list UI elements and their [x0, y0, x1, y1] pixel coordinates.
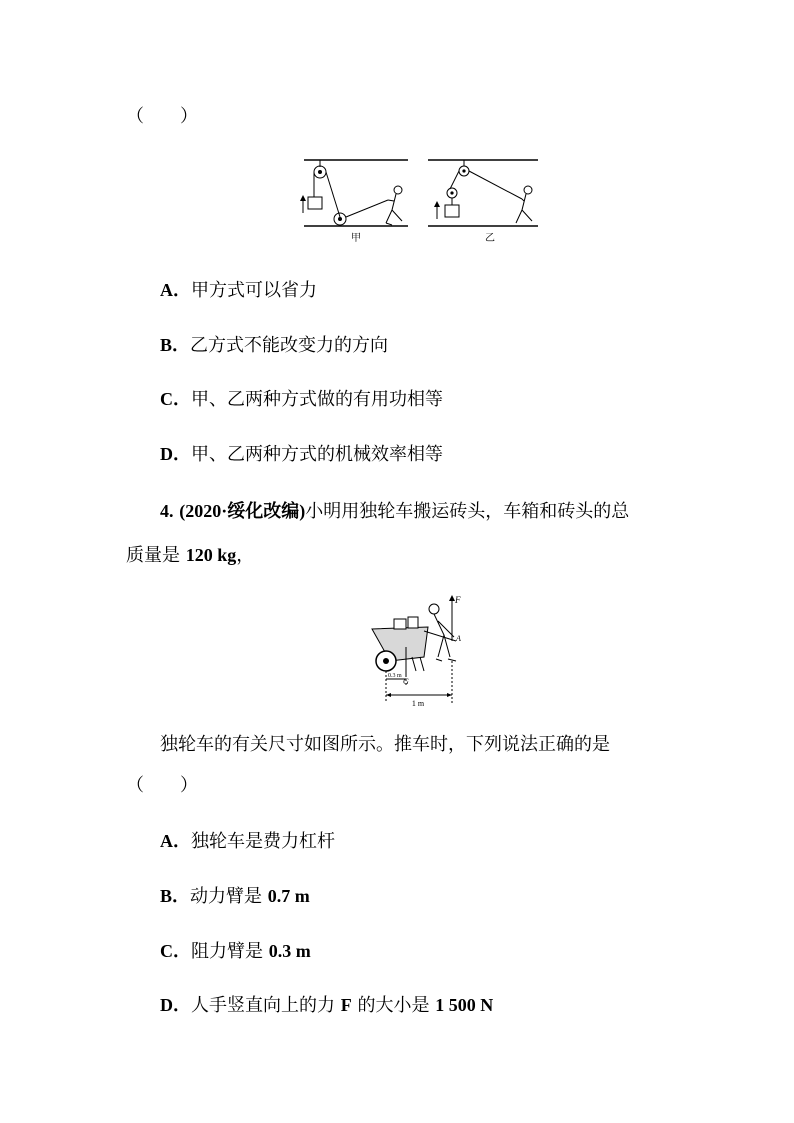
option-value: 0.7 m — [267, 886, 310, 906]
q3-answer-paren: （ ） — [126, 106, 198, 127]
long-dim-label: 1 m — [411, 699, 425, 708]
option-letter: C． — [160, 941, 191, 961]
wheelbarrow-figure — [368, 591, 478, 709]
stem-text: ， — [236, 545, 255, 566]
option-text: 的大小是 — [351, 995, 436, 1016]
force-symbol: F — [340, 995, 352, 1015]
q4-answer-paren: （ ） — [126, 775, 198, 796]
person-icon — [386, 186, 402, 225]
mass-value: 120 kg — [185, 545, 237, 565]
option-text: 乙方式不能改变力的方向 — [190, 335, 389, 356]
option-letter: C． — [160, 389, 191, 409]
option-text: 甲方式可以省力 — [191, 280, 317, 301]
option-letter: A． — [160, 831, 191, 851]
point-label: A — [456, 634, 461, 643]
option-text: 动力臂是 — [190, 886, 268, 907]
load-box-icon — [308, 197, 322, 209]
option-text: 甲、乙两种方式的机械效率相等 — [191, 444, 443, 465]
question-number: 4. — [160, 501, 174, 521]
q4-option-c[interactable] — [160, 940, 311, 963]
option-letter: A． — [160, 280, 191, 300]
option-value: 1 500 N — [435, 995, 494, 1015]
stem-text: 质量是 — [126, 545, 186, 566]
q4-option-b[interactable] — [160, 885, 310, 908]
q4-stem-line1 — [160, 500, 629, 523]
option-letter: D． — [160, 444, 191, 464]
q3-option-d[interactable] — [160, 443, 443, 466]
q3-option-b[interactable] — [160, 334, 388, 357]
option-text: 阻力臂是 — [191, 941, 269, 962]
option-letter: B． — [160, 335, 191, 355]
q4-option-d[interactable] — [160, 994, 493, 1017]
option-text: 甲、乙两种方式做的有用功相等 — [191, 389, 443, 410]
q3-option-c[interactable] — [160, 388, 443, 411]
short-dim-label: 0.3 m — [388, 673, 402, 679]
figure-label-right: 乙 — [485, 233, 495, 243]
gravity-label: G — [403, 677, 409, 686]
option-text: 人手竖直向上的力 — [191, 995, 341, 1016]
q4-stem-line2 — [126, 544, 254, 567]
stem-text: 小明用独轮车搬运砖头，车箱和砖头的总 — [305, 501, 630, 522]
option-letter: D． — [160, 995, 191, 1015]
q4-stem-line3: 独轮车的有关尺寸如图所示。推车时，下列说法正确的是 — [160, 734, 610, 755]
pulley-figure — [300, 155, 560, 243]
option-value: 0.3 m — [268, 941, 311, 961]
q4-option-a[interactable] — [160, 830, 335, 853]
option-letter: B． — [160, 886, 191, 906]
question-source: (2020·绥化改编) — [179, 501, 306, 521]
q3-option-a[interactable] — [160, 279, 317, 302]
figure-label-left: 甲 — [351, 233, 361, 243]
force-label: F — [455, 595, 461, 605]
option-text: 独轮车是费力杠杆 — [191, 831, 335, 852]
